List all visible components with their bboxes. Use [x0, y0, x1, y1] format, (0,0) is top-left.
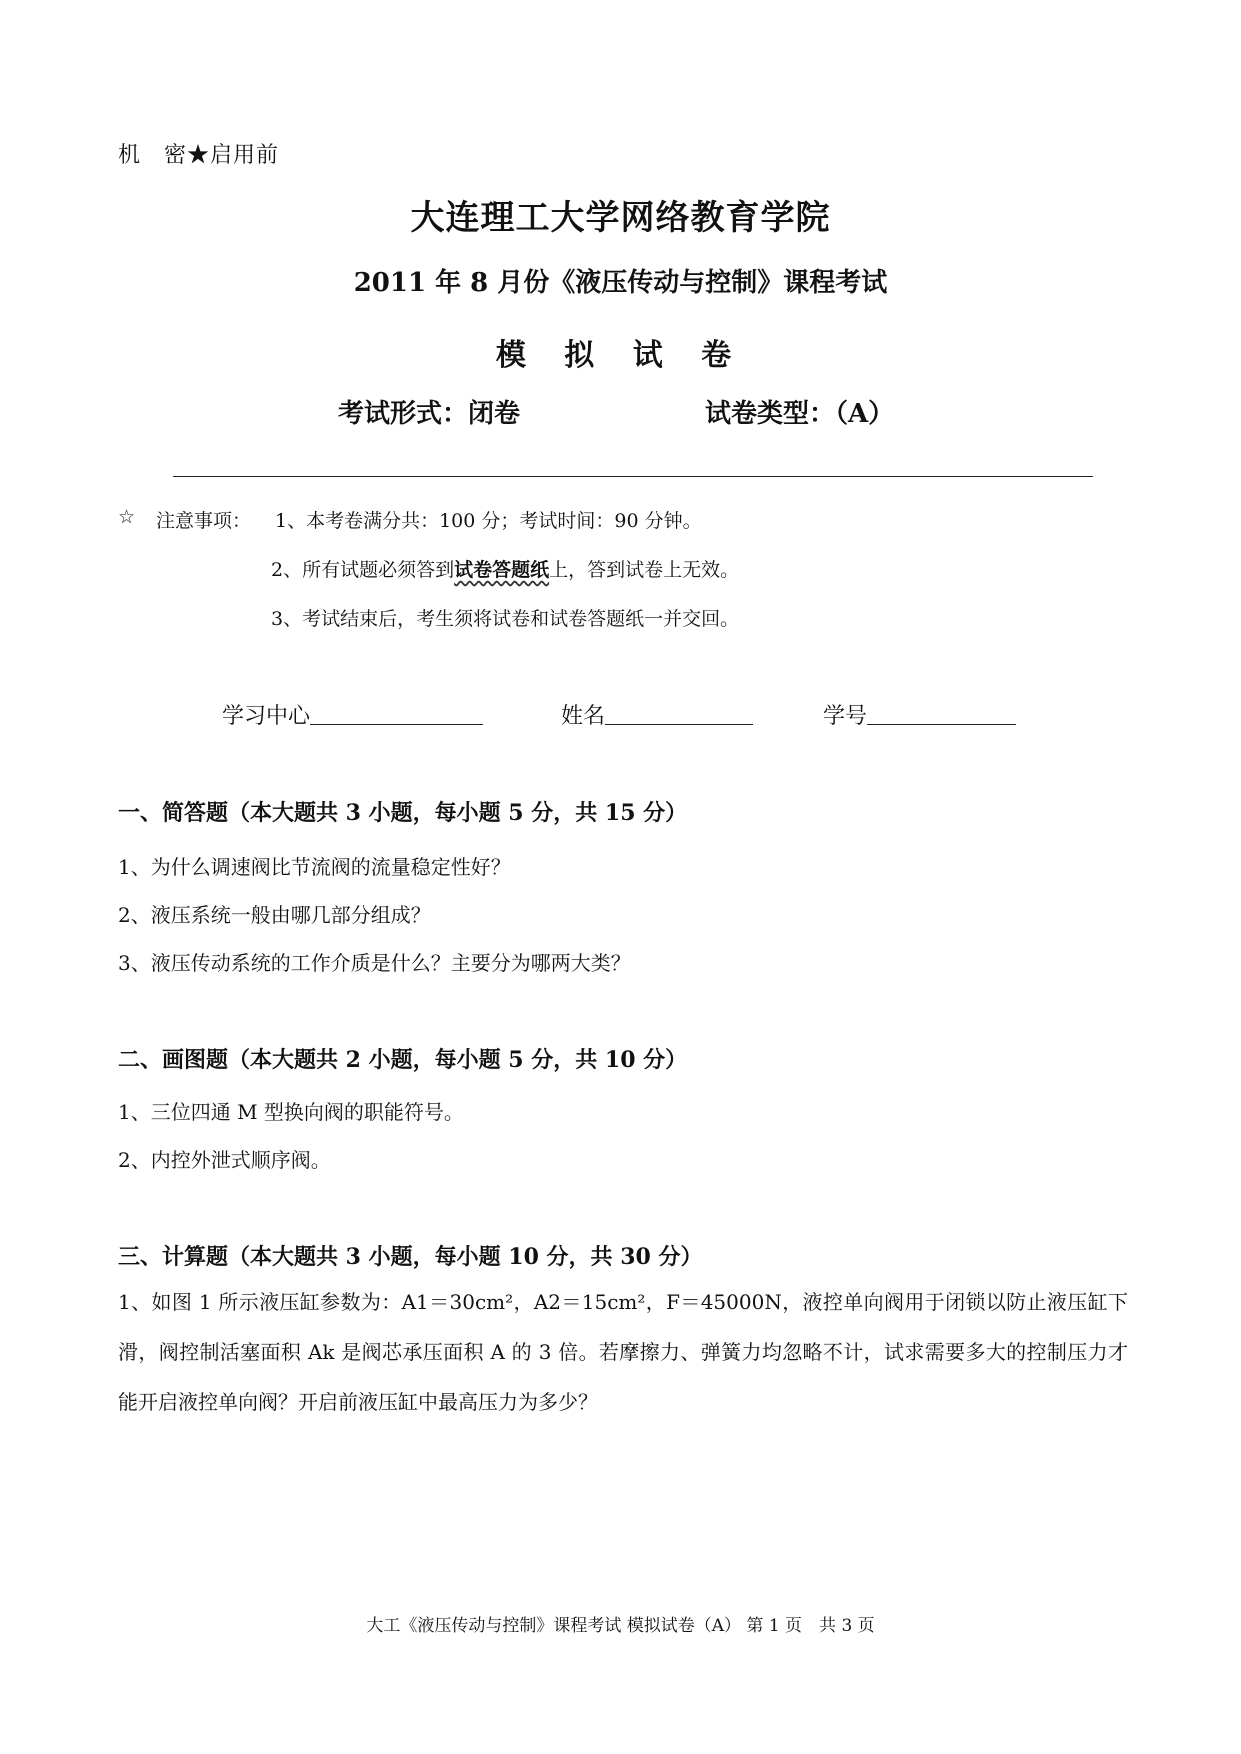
- study-center-label: 学习中心: [222, 704, 311, 729]
- section-1-title: 一、简答题（本大题共 3 小题，每小题 5 分，共 15 分）: [118, 800, 688, 826]
- paper-title: 模 拟 试 卷: [495, 338, 746, 373]
- confidential-mark: 机 密★启用前: [118, 143, 280, 168]
- star-icon: ☆: [118, 506, 136, 528]
- note-item-3: 3、考试结束后，考生须将试卷和试卷答题纸一并交回。: [271, 608, 740, 630]
- notes-label: 注意事项：: [156, 510, 252, 532]
- name-label: 姓名: [561, 704, 606, 729]
- note-item-2: [271, 555, 739, 582]
- name-blank[interactable]: [605, 702, 753, 725]
- question-1-1: 1、为什么调速阀比节流阀的流量稳定性好？: [118, 855, 511, 879]
- note-item-2-suffix: 上，答到试卷上无效。: [549, 559, 740, 581]
- answer-sheet-emphasis: 试卷答题纸: [454, 559, 550, 581]
- header-divider: [173, 476, 1093, 477]
- student-id-label: 学号: [823, 704, 868, 729]
- paper-type: 试卷类型：（A）: [705, 399, 895, 429]
- study-center-field[interactable]: [222, 699, 483, 730]
- question-2-1: 1、三位四通 M 型换向阀的职能符号。: [118, 1100, 464, 1124]
- question-2-2: 2、内控外泄式顺序阀。: [118, 1148, 331, 1172]
- student-id-field[interactable]: [823, 699, 1016, 730]
- school-name: 大连理工大学网络教育学院: [410, 198, 831, 238]
- study-center-blank[interactable]: [310, 702, 483, 725]
- section-3-title: 三、计算题（本大题共 3 小题，每小题 10 分，共 30 分）: [118, 1244, 703, 1270]
- question-3-1: 1、如图 1 所示液压缸参数为：A1＝30cm²，A2＝15cm²，F＝45000N，液控单向阀用于闭锁以防止液压缸下滑，阀控制活塞面积 Ak 是阀芯承压面积 A 的 3 倍。若摩擦力、弹簧力均忽略不计，试求需要多大的控制压力才能开启液控单向阀？开启前液压缸中最高压力为多少？: [118, 1290, 1128, 1414]
- student-id-blank[interactable]: [867, 702, 1016, 725]
- exam-form: 考试形式：闭卷: [338, 399, 521, 429]
- name-field[interactable]: [561, 699, 753, 730]
- question-1-3: 3、液压传动系统的工作介质是什么？主要分为哪两大类？: [118, 951, 631, 975]
- note-item-1: 1、本考卷满分共：100 分；考试时间：90 分钟。: [275, 510, 702, 532]
- note-item-2-prefix: 2、所有试题必须答到: [271, 559, 455, 581]
- question-1-2: 2、液压系统一般由哪几部分组成？: [118, 903, 431, 927]
- exam-title: 2011 年 8 月份《液压传动与控制》课程考试: [353, 268, 888, 298]
- section-2-title: 二、画图题（本大题共 2 小题，每小题 5 分，共 10 分）: [118, 1047, 688, 1073]
- page-footer: 大工《液压传动与控制》课程考试 模拟试卷（A） 第 1 页 共 3 页: [366, 1616, 875, 1636]
